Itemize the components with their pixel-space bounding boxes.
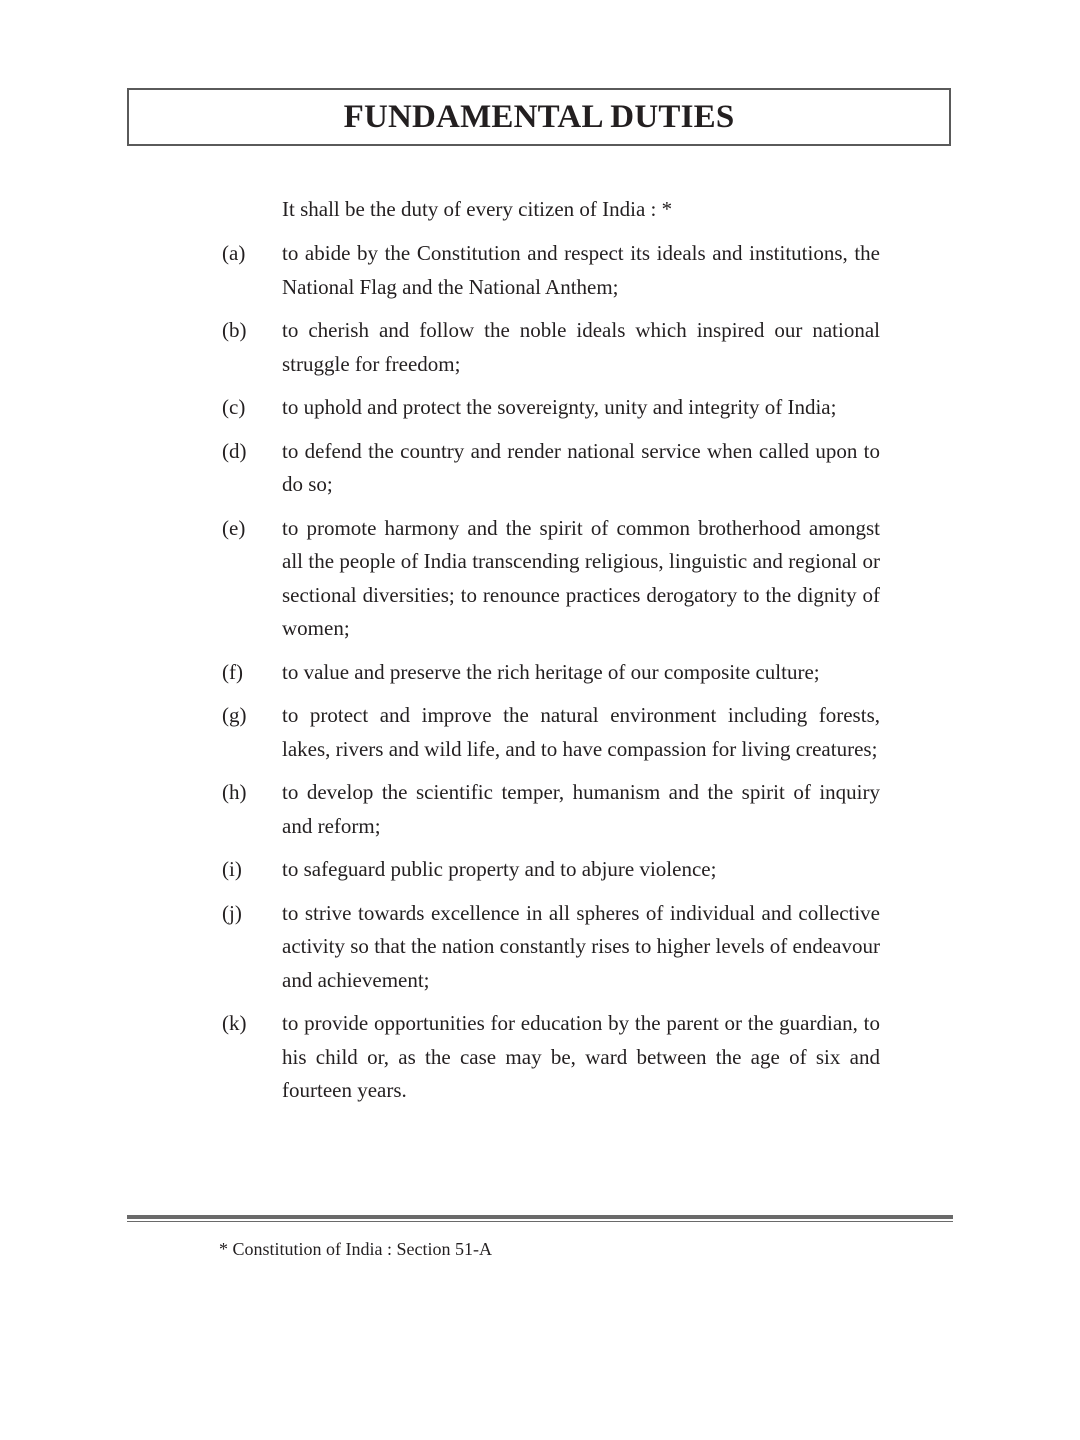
duty-item-g [222,699,880,766]
duty-text: to cherish and follow the noble ideals which inspired our national struggle for freedom; [282,318,880,376]
duty-label: (f) [222,659,243,684]
duty-text: to provide opportunities for education by the parent or the guardian, to his child or, as the case may be, ward between the age of six and fourteen years. [282,1011,880,1102]
duty-item-c [222,391,880,425]
footnote: * Constitution of India : Section 51-A [219,1239,492,1259]
duty-item-h [222,776,880,843]
duty-text: to abide by the Constitution and respect its ideals and institutions, the National Flag and the National Anthem; [282,241,880,299]
duty-label: (j) [222,900,242,925]
duty-item-a [222,237,880,304]
intro-text: It shall be the duty of every citizen of India : * [282,197,673,221]
page-title: FUNDAMENTAL DUTIES [343,98,735,135]
duty-label: (a) [222,241,246,265]
duty-item-b [222,314,880,381]
duty-item-i [222,853,880,887]
duty-label: (k) [222,1011,247,1035]
footnote-divider-thick [127,1215,953,1219]
footnote-divider-thin [127,1221,953,1222]
duty-text: to develop the scientific temper, humanism and the spirit of inquiry and reform; [282,780,880,838]
duty-text: to defend the country and render national service when called upon to do so; [282,438,880,496]
duty-text: to strive towards excellence in all spheres of individual and collective activity so that the nation constantly rises to higher levels of endeavour and achievement; [282,900,880,992]
duty-label: (h) [222,780,247,804]
duty-text: to value and preserve the rich heritage of our composite culture; [282,659,820,684]
duties-list [222,237,880,1118]
duty-item-j [222,897,880,998]
duty-item-d [222,435,880,502]
duty-item-e [222,512,880,646]
duty-label: (g) [222,703,247,727]
duty-item-k [222,1007,880,1108]
title-box [127,88,951,146]
duty-label: (b) [222,318,247,342]
duty-item-f [222,656,880,690]
duty-label: (c) [222,395,246,419]
duty-label: (i) [222,857,242,881]
duty-text: to safeguard public property and to abjure violence; [282,857,717,881]
duty-text: to protect and improve the natural environment including forests, lakes, rivers and wild life, and to have compassion for living creatures; [282,703,880,761]
duty-text: to promote harmony and the spirit of common brotherhood amongst all the people of India transcending religious, linguistic and regional or sectional diversities; to renounce practices derogatory to the dignity of women; [282,515,880,640]
duty-text: to uphold and protect the sovereignty, unity and integrity of India; [282,395,837,419]
duty-label: (d) [222,438,247,463]
duty-label: (e) [222,515,246,540]
